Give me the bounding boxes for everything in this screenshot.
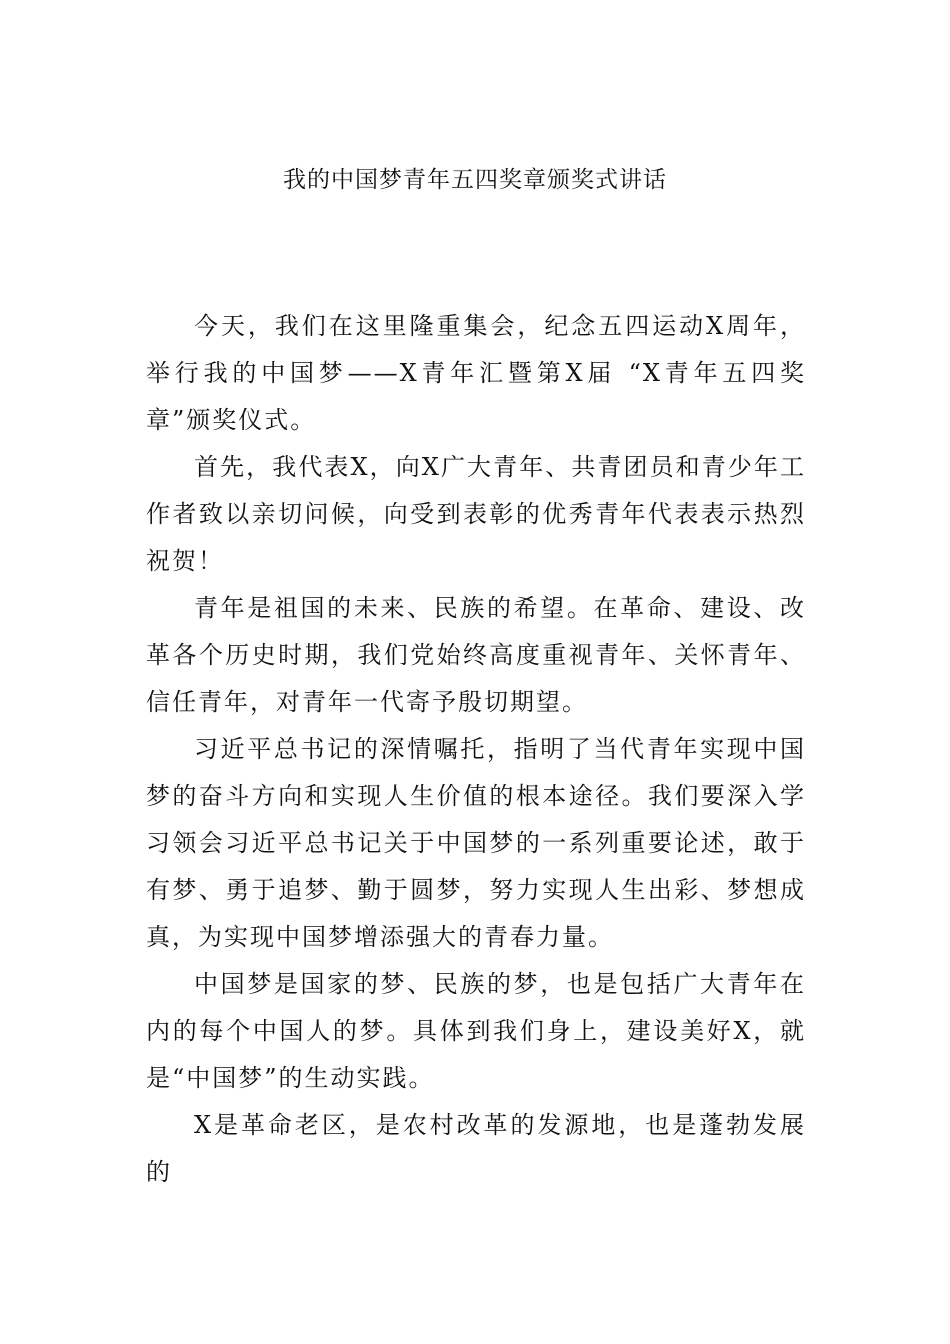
paragraph-6: X是革命老区，是农村改革的发源地，也是蓬勃发展的 — [146, 1111, 806, 1186]
paragraph-4: 习近平总书记的深情嘱托，指明了当代青年实现中国梦的奋斗方向和实现人生价值的根本途径。我们要深入学习领会习近平总书记关于中国梦的一系列重要论述，敢于有梦、勇于追梦、勤于圆梦，努力实现人生出彩、梦想成真，为实现中国梦增添强大的青春力量。 — [146, 735, 806, 951]
paragraph-3: 青年是祖国的未来、民族的希望。在革命、建设、改革各个历史时期，我们党始终高度重视青年、关怀青年、信任青年，对青年一代寄予殷切期望。 — [146, 594, 806, 716]
paragraph-2: 首先，我代表X，向X广大青年、共青团员和青少年工作者致以亲切问候，向受到表彰的优秀青年代表表示热烈祝贺！ — [146, 453, 806, 575]
document-title: 我的中国梦青年五四奖章颁奖式讲话 — [283, 167, 667, 193]
document-body — [146, 303, 806, 1196]
paragraph-5: 中国梦是国家的梦、民族的梦，也是包括广大青年在内的每个中国人的梦。具体到我们身上，建设美好X，就是“中国梦”的生动实践。 — [146, 970, 806, 1092]
paragraph-1: 今天，我们在这里隆重集会，纪念五四运动X周年，举行我的中国梦——X青年汇暨第X届 “X青年五四奖章”颁奖仪式。 — [146, 312, 806, 434]
